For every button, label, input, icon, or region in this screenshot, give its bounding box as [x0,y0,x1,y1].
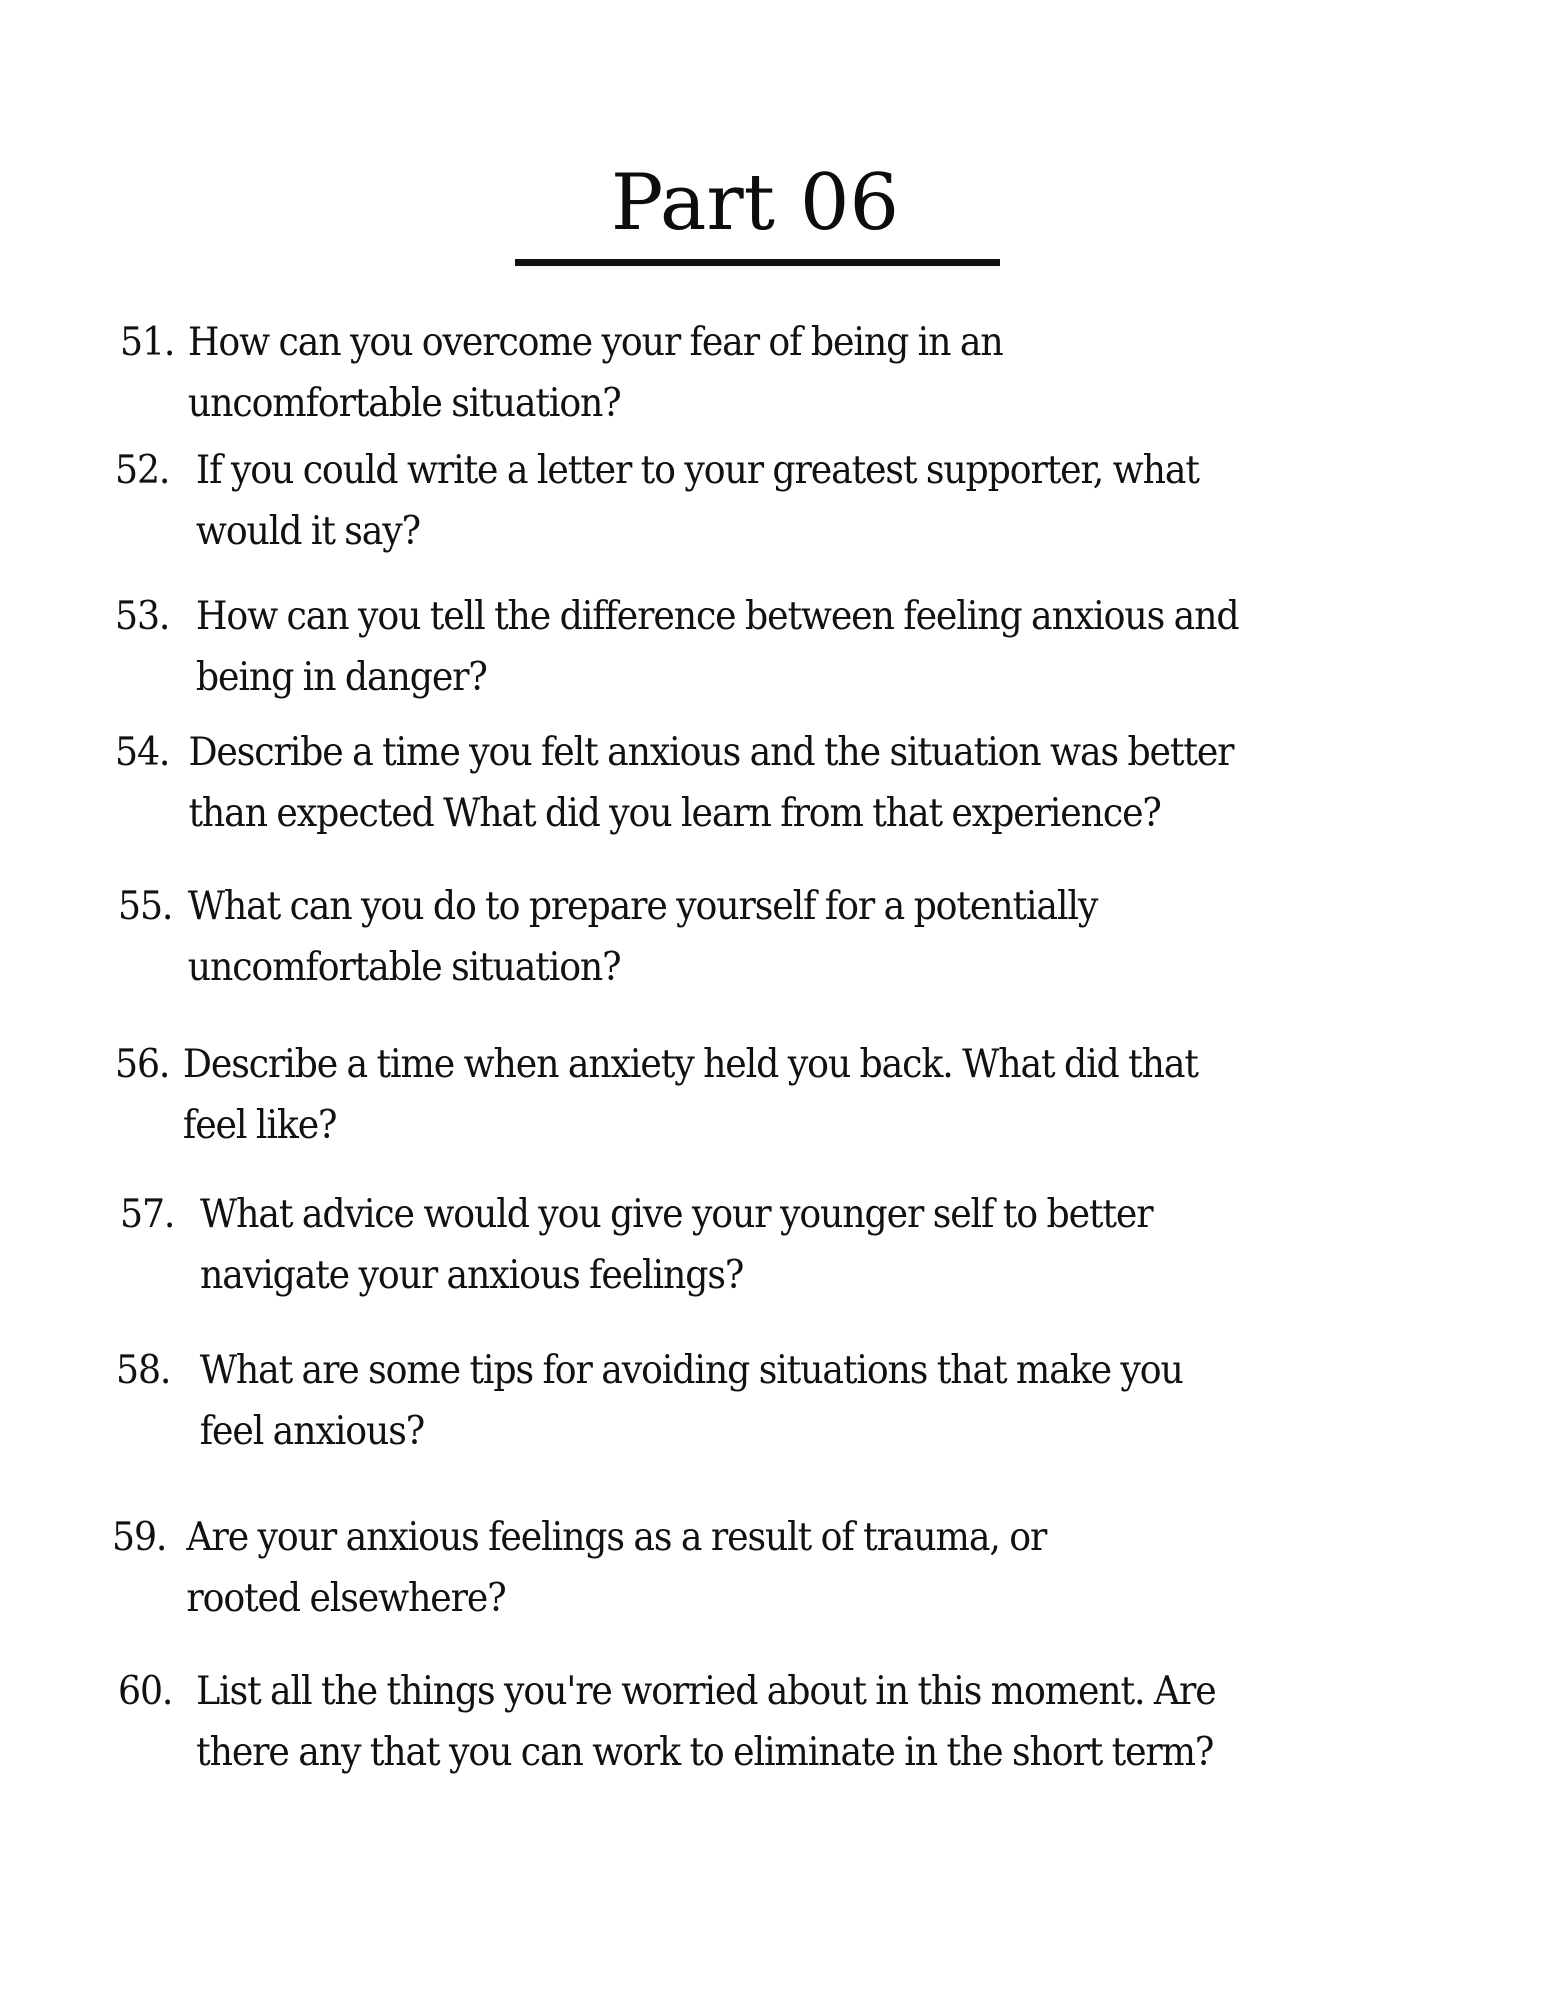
question-line: How can you tell the difference between feeling anxious and [195,594,1239,639]
question-text [196,1661,1215,1783]
question-text [188,722,1233,844]
question-line: being in danger? [195,655,487,700]
question-text [186,1507,1046,1629]
question-line: If you could write a letter to your greatest supporter, what [195,448,1199,493]
question-text [183,1034,1198,1156]
question-line: Describe a time when anxiety held you back. What did that [182,1042,1198,1087]
question-number: 57. [120,1192,175,1237]
question-line: What can you do to prepare yourself for a potentially [187,884,1098,929]
question-line: rooted elsewhere? [186,1576,506,1621]
question-line: Are your anxious feelings as a result of trauma, or [186,1515,1047,1560]
question-line: uncomfortable situation? [187,945,621,990]
question-number: 53. [115,594,170,639]
question-line: What advice would you give your younger self to better [199,1192,1153,1237]
question-text [200,1184,1152,1306]
question-line: would it say? [195,509,421,554]
question-number: 56. [115,1042,170,1087]
question-text [188,876,1097,998]
question-number: 60. [118,1669,173,1714]
question-line: How can you overcome your fear of being in an [187,320,1003,365]
page-title: Part 06 [610,158,900,248]
question-number: 58. [116,1348,171,1393]
question-line: than expected What did you learn from that experience? [188,791,1161,836]
question-line: feel anxious? [199,1409,425,1454]
question-line: What are some tips for avoiding situations that make you [199,1348,1183,1393]
question-line: navigate your anxious feelings? [199,1253,744,1298]
question-line: feel like? [182,1103,337,1148]
question-number: 55. [118,884,173,929]
title-underline-divider [515,259,1000,266]
question-line: List all the things you're worried about in this moment. Are [196,1669,1216,1714]
question-text [196,440,1199,562]
question-line: there any that you can work to eliminate in the short term? [196,1730,1214,1775]
question-text [188,312,1003,434]
question-line: uncomfortable situation? [187,381,621,426]
question-number: 54. [115,730,170,775]
question-number: 59. [112,1515,167,1560]
question-text [200,1340,1183,1462]
question-text [196,586,1239,708]
question-number: 52. [115,448,170,493]
question-line: Describe a time you felt anxious and the situation was better [188,730,1234,775]
question-number: 51. [120,320,175,365]
